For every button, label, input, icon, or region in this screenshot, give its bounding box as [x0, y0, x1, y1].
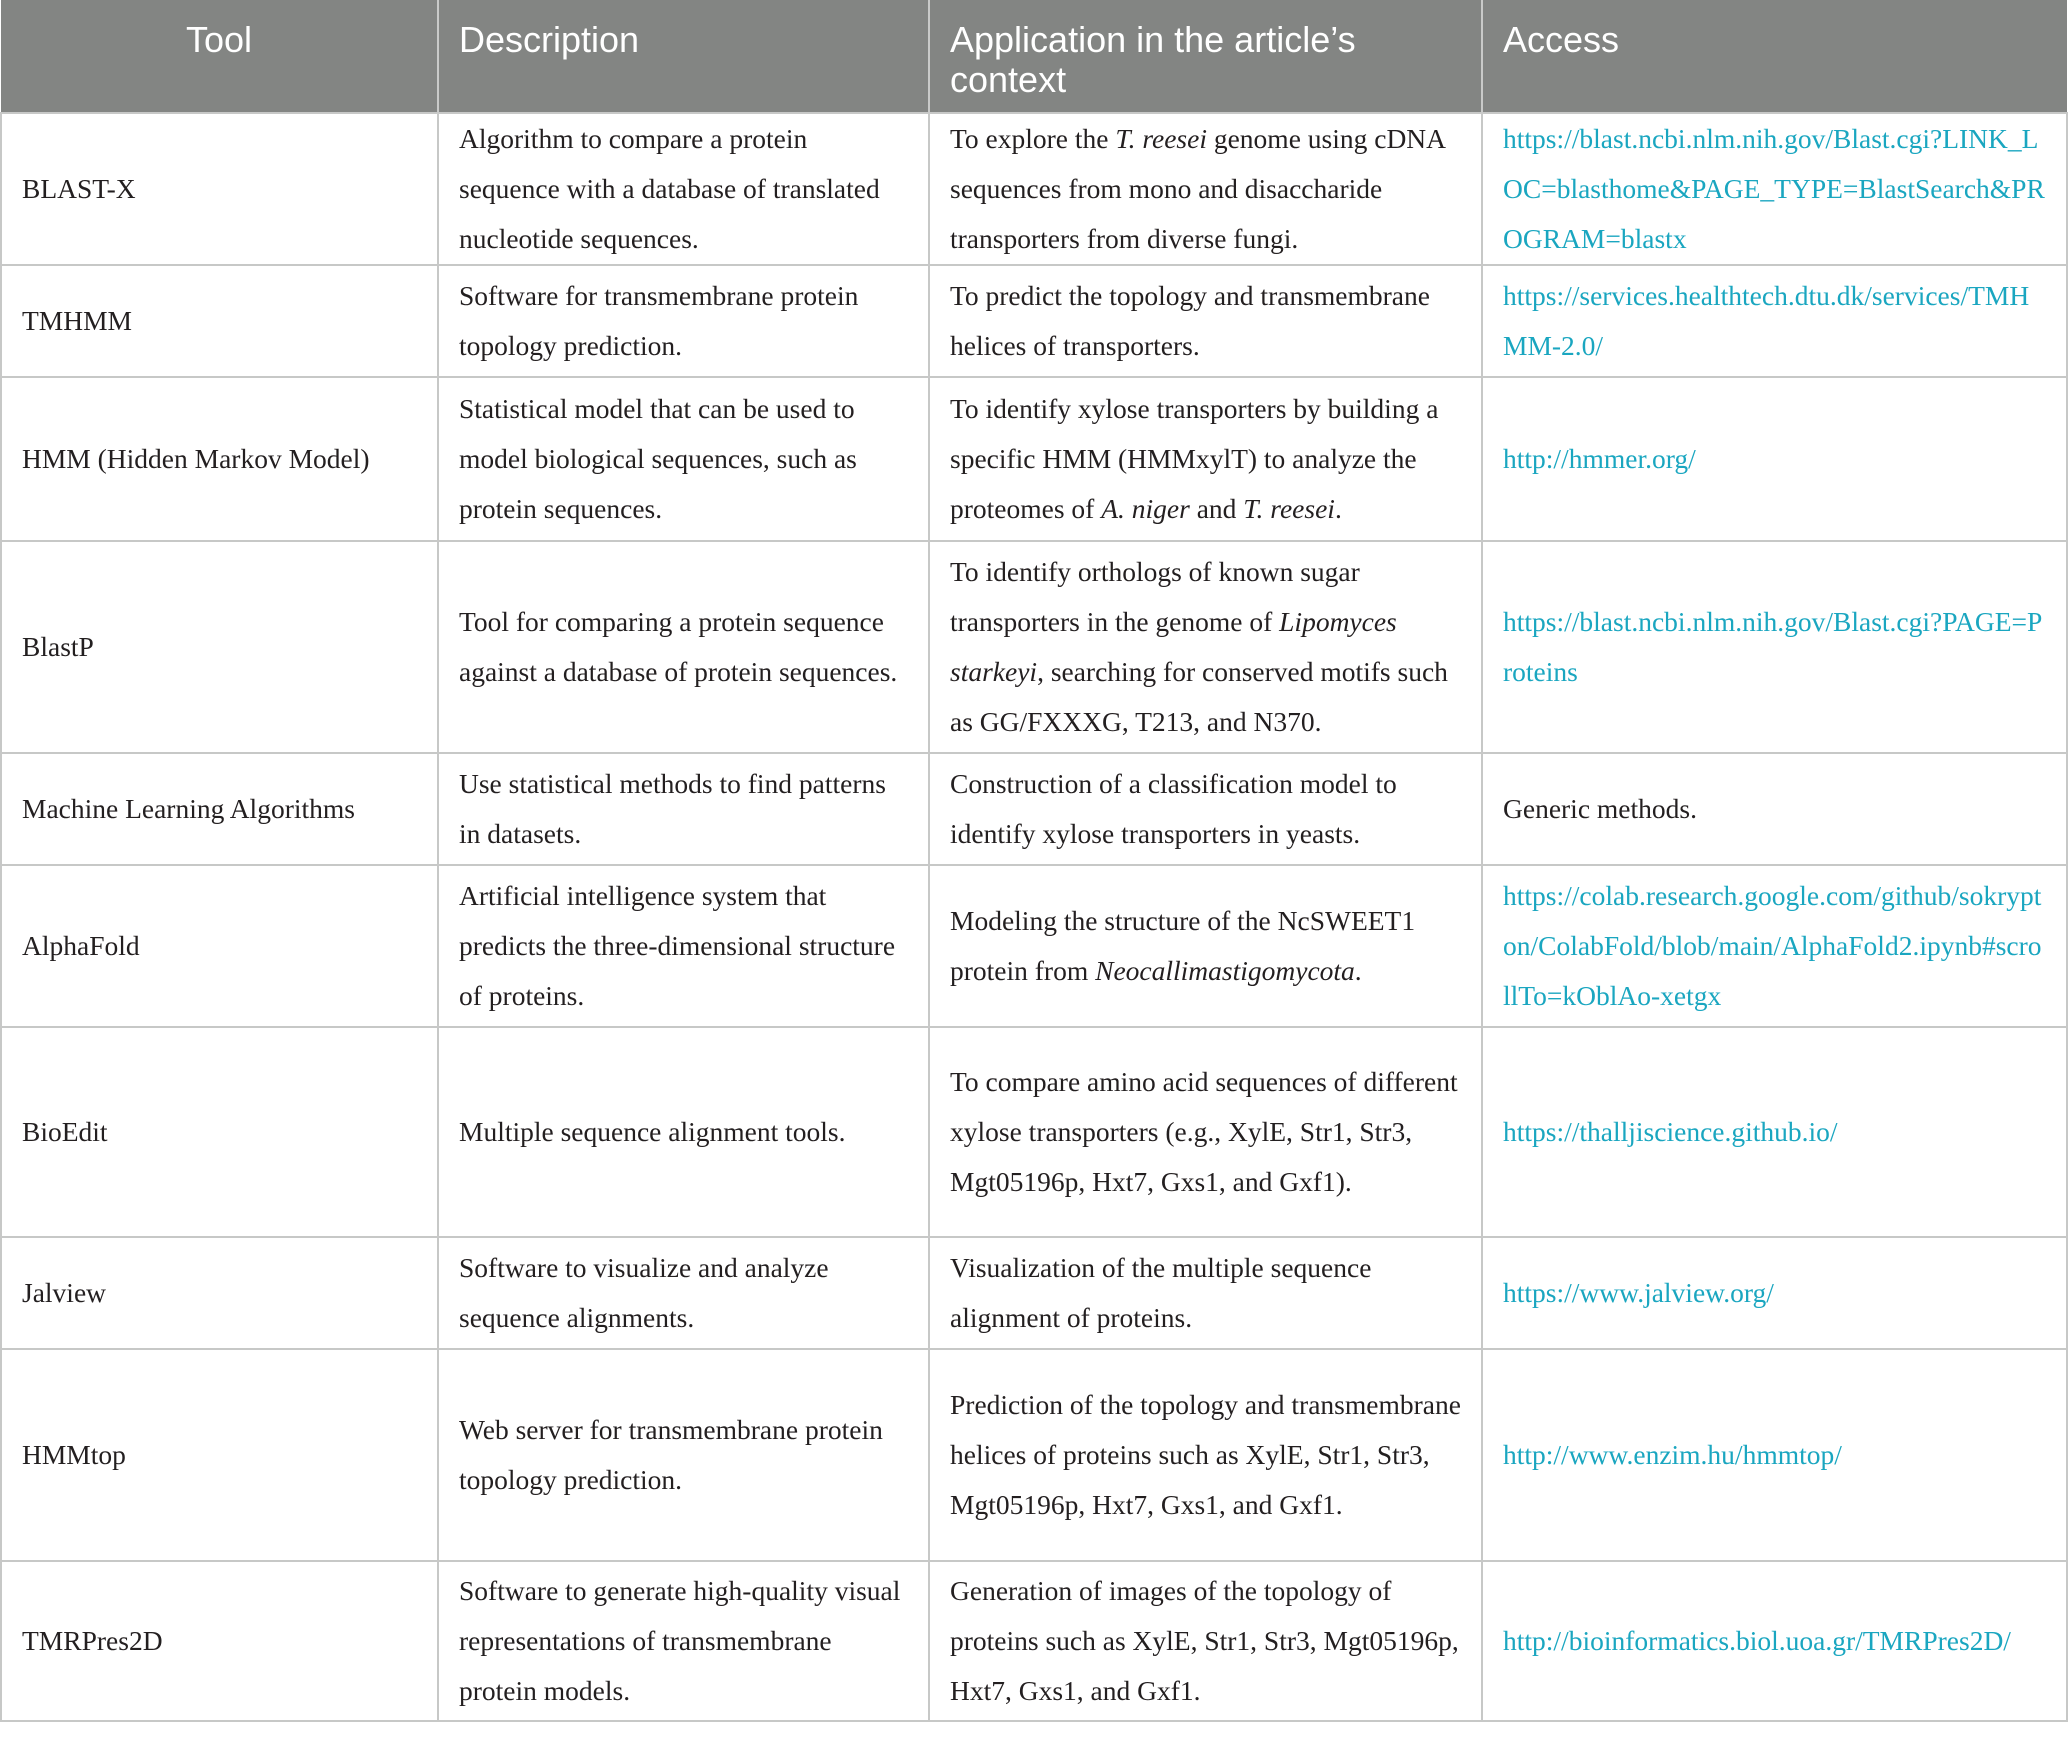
cell-description: Statistical model that can be used to model biological sequences, such as protein sequences. [438, 377, 929, 541]
table-row [1, 541, 2067, 753]
cell-tool: TMRPres2D [1, 1561, 438, 1721]
table-row [1, 377, 2067, 541]
italic-term: T. reesei [1243, 493, 1335, 524]
cell-access [1482, 865, 2067, 1027]
table-row [1, 1237, 2067, 1349]
cell-description: Use statistical methods to find patterns in datasets. [438, 753, 929, 865]
text-segment: and [1189, 493, 1244, 524]
cell-access [1482, 1027, 2067, 1237]
header-tool: Tool [1, 0, 438, 113]
access-link[interactable]: https://blast.ncbi.nlm.nih.gov/Blast.cgi?LINK_LOC=blasthome&PAGE_TYPE=BlastSearch&PROGRAM=blastx [1503, 123, 2045, 254]
table-row [1, 113, 2067, 265]
text-segment: Construction of a classification model to identify xylose transporters in yeasts. [950, 768, 1397, 849]
cell-tool: HMM (Hidden Markov Model) [1, 377, 438, 541]
cell-tool: HMMtop [1, 1349, 438, 1561]
cell-application [929, 1027, 1482, 1237]
cell-tool: AlphaFold [1, 865, 438, 1027]
cell-application [929, 1237, 1482, 1349]
cell-application [929, 377, 1482, 541]
text-segment: To identify orthologs of known sugar transporters in the genome of [950, 556, 1360, 637]
cell-application [929, 541, 1482, 753]
table-row [1, 1561, 2067, 1721]
text-segment: Prediction of the topology and transmembrane helices of proteins such as XylE, Str1, Str3, Mgt05196p, Hxt7, Gxs1, and Gxf1. [950, 1389, 1461, 1520]
header-application: Application in the article’s context [929, 0, 1482, 113]
table-row [1, 265, 2067, 377]
cell-application [929, 865, 1482, 1027]
cell-tool: Jalview [1, 1237, 438, 1349]
access-link[interactable]: https://services.healthtech.dtu.dk/services/TMHMM-2.0/ [1503, 280, 2030, 361]
cell-access [1482, 541, 2067, 753]
cell-access [1482, 265, 2067, 377]
italic-term: A. niger [1101, 493, 1190, 524]
access-link[interactable]: https://www.jalview.org/ [1503, 1277, 1774, 1308]
cell-access [1482, 753, 2067, 865]
access-link[interactable]: https://blast.ncbi.nlm.nih.gov/Blast.cgi?PAGE=Proteins [1503, 606, 2043, 687]
cell-description: Algorithm to compare a protein sequence with a database of translated nucleotide sequences. [438, 113, 929, 265]
access-text: Generic methods. [1503, 793, 1697, 824]
table-row [1, 1027, 2067, 1237]
text-segment: . [1354, 955, 1362, 986]
cell-description: Tool for comparing a protein sequence against a database of protein sequences. [438, 541, 929, 753]
table-row [1, 865, 2067, 1027]
header-description: Description [438, 0, 929, 113]
text-segment: Visualization of the multiple sequence alignment of proteins. [950, 1252, 1372, 1333]
italic-term: Lipomyces starkeyi [950, 606, 1397, 687]
text-segment: , searching for conserved motifs such as GG/FXXXG, T213, and N370. [950, 656, 1448, 737]
access-link[interactable]: http://www.enzim.hu/hmmtop/ [1503, 1439, 1842, 1470]
cell-tool: TMHMM [1, 265, 438, 377]
table-body [1, 113, 2067, 1721]
header-access: Access [1482, 0, 2067, 113]
table-row [1, 753, 2067, 865]
cell-description: Software to visualize and analyze sequence alignments. [438, 1237, 929, 1349]
text-segment: To predict the topology and transmembrane helices of transporters. [950, 280, 1430, 361]
cell-access [1482, 113, 2067, 265]
cell-description: Web server for transmembrane protein topology prediction. [438, 1349, 929, 1561]
cell-application [929, 1349, 1482, 1561]
access-link[interactable]: http://hmmer.org/ [1503, 443, 1696, 474]
cell-access [1482, 1561, 2067, 1721]
cell-tool: Machine Learning Algorithms [1, 753, 438, 865]
cell-tool: BLAST-X [1, 113, 438, 265]
table-header-row [1, 0, 2067, 113]
access-link[interactable]: http://bioinformatics.biol.uoa.gr/TMRPres2D/ [1503, 1625, 2011, 1656]
text-segment: To compare amino acid sequences of different xylose transporters (e.g., XylE, Str1, Str3, Mgt05196p, Hxt7, Gxs1, and Gxf1). [950, 1066, 1458, 1197]
table-row [1, 1349, 2067, 1561]
italic-term: T. reesei [1115, 123, 1207, 154]
cell-application [929, 1561, 1482, 1721]
text-segment: genome using cDNA sequences from mono and disaccharide transporters from diverse fungi. [950, 123, 1445, 254]
cell-application [929, 113, 1482, 265]
cell-tool: BlastP [1, 541, 438, 753]
text-segment: Modeling the structure of the NcSWEET1 protein from [950, 905, 1416, 986]
cell-description: Software for transmembrane protein topology prediction. [438, 265, 929, 377]
cell-access [1482, 1349, 2067, 1561]
access-link[interactable]: https://colab.research.google.com/github/sokrypton/ColabFold/blob/main/AlphaFold2.ipynb#scrollTo=kOblAo-xetgx [1503, 880, 2042, 1011]
cell-application [929, 265, 1482, 377]
access-link[interactable]: https://thalljiscience.github.io/ [1503, 1116, 1838, 1147]
cell-application [929, 753, 1482, 865]
cell-access [1482, 1237, 2067, 1349]
cell-description: Software to generate high-quality visual representations of transmembrane protein models. [438, 1561, 929, 1721]
italic-term: Neocallimastigomycota [1095, 955, 1355, 986]
text-segment: To identify xylose transporters by building a specific HMM (HMMxylT) to analyze the proteomes of [950, 393, 1439, 524]
text-segment: To explore the [950, 123, 1116, 154]
cell-tool: BioEdit [1, 1027, 438, 1237]
text-segment: . [1334, 493, 1342, 524]
text-segment: Generation of images of the topology of proteins such as XylE, Str1, Str3, Mgt05196p, Hxt7, Gxs1, and Gxf1. [950, 1575, 1459, 1706]
cell-description: Artificial intelligence system that predicts the three-dimensional structure of proteins. [438, 865, 929, 1027]
cell-description: Multiple sequence alignment tools. [438, 1027, 929, 1237]
cell-access [1482, 377, 2067, 541]
